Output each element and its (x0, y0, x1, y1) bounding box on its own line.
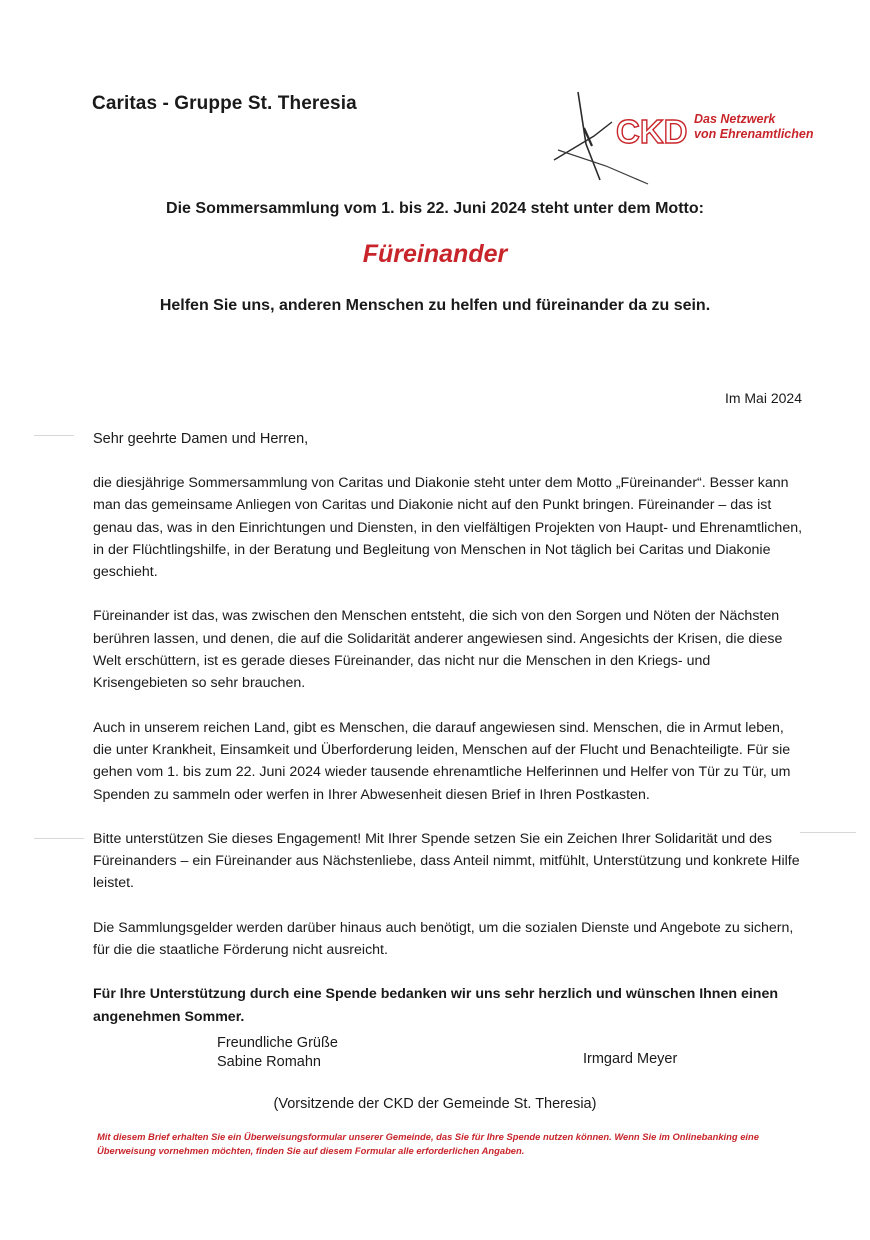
logo-tagline-line1: Das Netzwerk (694, 112, 776, 126)
scan-artifact-line (800, 832, 856, 833)
logo-tagline-line2: von Ehrenamtlichen (694, 127, 814, 141)
signer-right: Irmgard Meyer (583, 1051, 678, 1067)
closing-paragraph: Für Ihre Unterstützung durch eine Spende bedanken wir uns sehr herzlich und wünschen Ihnen einen angenehmen Sommer. (93, 986, 779, 1025)
paragraph-1: die diesjährige Sommersammlung von Caritas und Diakonie steht unter dem Motto „Füreinander“. Besser kann man das gemeinsame Anliegen von Caritas und Diakonie nicht auf den Punkt bringen. Füreinander – das ist genau das, was in den Einrichtungen und Diensten, in den vielfältigen Projekten von Haupt- und Ehrenamtlichen, in der Flüchtlingshilfe, in der Beratung und Begleitung von Menschen in Not täglich bei Caritas und Diakonie geschieht. (93, 475, 803, 581)
motto-intro: Die Sommersammlung vom 1. bis 22. Juni 2024 steht unter dem Motto: (166, 200, 704, 217)
signer-left: Sabine Romahn (217, 1054, 321, 1070)
ckd-logo-text: CKD (616, 113, 688, 150)
paragraph-5: Die Sammlungsgelder werden darüber hinaus auch benötigt, um die sozialen Dienste und Angebote zu sichern, für die die staatliche Förderung nicht ausreicht. (93, 919, 794, 959)
letter-body (93, 472, 805, 1028)
motto-subtitle: Helfen Sie uns, anderen Menschen zu helfen und füreinander da zu sein. (159, 297, 711, 314)
ckd-logo-tagline (694, 112, 813, 142)
letter-date: Im Mai 2024 (724, 390, 802, 406)
paragraph-2: Füreinander ist das, was zwischen den Menschen entsteht, die sich von den Sorgen und Nöten der Nächsten berühren lassen, und denen, die auf die Solidarität anderer angewiesen sind. Angesichts der Krisen, die diese Welt erschüttern, ist es gerade dieses Füreinander, das nicht nur die Menschen in den Kriegs- und Krisengebieten so sehr brauchen. (93, 608, 783, 692)
scan-artifact-line (34, 838, 84, 839)
organization-title: Caritas - Gruppe St. Theresia (92, 93, 357, 114)
signers-role: (Vorsitzende der CKD der Gemeinde St. Theresia) (273, 1096, 597, 1112)
scan-artifact-line (34, 435, 74, 436)
greeting: Freundliche Grüße (217, 1035, 338, 1051)
motto-word: Füreinander (362, 240, 508, 268)
footnote: Mit diesem Brief erhalten Sie ein Überweisungsformular unserer Gemeinde, das Sie für Ihre Spende nutzen können. Wenn Sie im Onlinebanking eine Überweisung vornehmen möchten, finden Sie auf diesem Formular alle erforderlichen Angaben. (97, 1131, 759, 1156)
paragraph-4: Bitte unterstützen Sie dieses Engagement! Mit Ihrer Spende setzen Sie ein Zeichen Ihrer Solidarität und des Füreinanders – ein Füreinander aus Nächstenliebe, dass Anteil nimmt, mitfühlt, Unterstützung und konkrete Hilfe leistet. (93, 830, 800, 892)
salutation: Sehr geehrte Damen und Herren, (93, 431, 309, 447)
ckd-logo-mark-icon (548, 88, 698, 188)
paragraph-3: Auch in unserem reichen Land, gibt es Menschen, die darauf angewiesen sind. Menschen, die in Armut leben, die unter Krankheit, Einsamkeit und Überforderung leiden, Menschen auf der Flucht und Benachteiligte. Für sie gehen vom 1. bis zum 22. Juni 2024 wieder tausende ehrenamtliche Helferinnen und Helfer von Tür zu Tür, um Spenden zu sammeln oder werfen in Ihrer Abwesenheit diesen Brief in Ihren Postkasten. (93, 719, 791, 803)
ckd-logo (548, 88, 848, 188)
